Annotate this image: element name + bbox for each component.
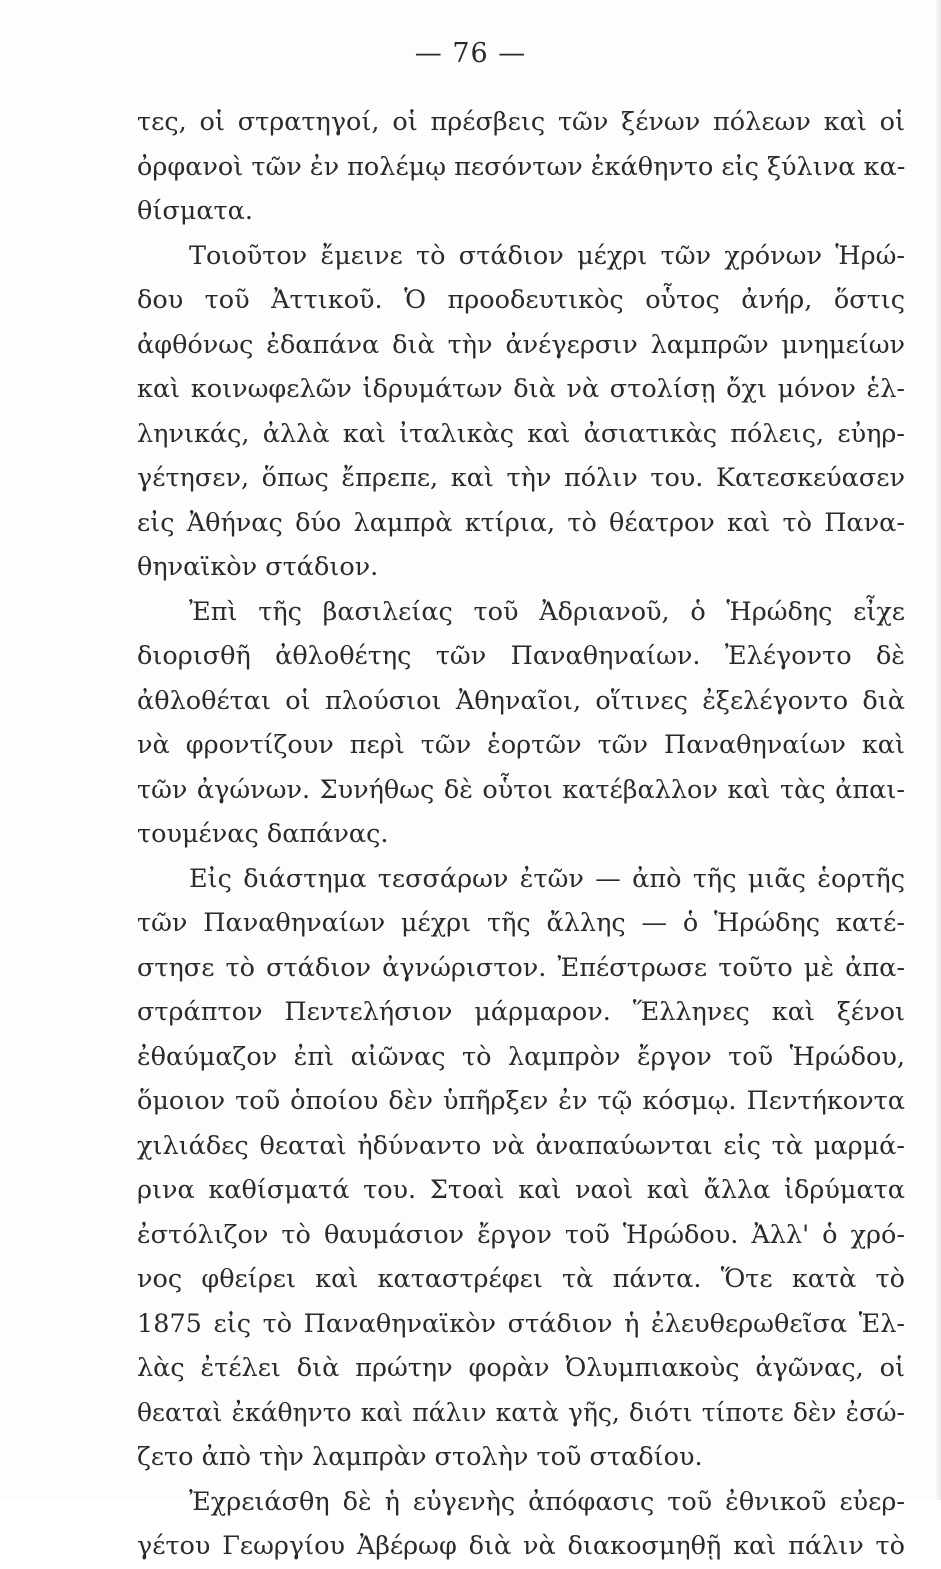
text-line: νος φθείρει καὶ καταστρέφει τὰ πάντα. Ὅτε κατὰ τὸ (137, 1264, 905, 1294)
text-line: ἀθλοθέται οἱ πλούσιοι Ἀθηναῖοι, οἵτινες ἐξελέγοντο διὰ (137, 685, 905, 716)
body-text (137, 100, 905, 1569)
text-line: λὰς ἐτέλει διὰ πρώτην φορὰν Ὀλυμπιακοὺς ἀγῶνας, οἱ (137, 1353, 905, 1383)
text-line: τῶν ἀγώνων. Συνήθως δὲ οὗτοι κατέβαλλον καὶ τὰς ἀπαι- (137, 774, 905, 805)
text-line: διορισθῆ ἀθλοθέτης τῶν Παναθηναίων. Ἐλέγοντο δὲ (137, 641, 905, 671)
text-line: ἐστόλιζον τὸ θαυμάσιον ἔργον τοῦ Ἡρώδου. Ἀλλ' ὁ χρό- (137, 1219, 905, 1250)
text-line: θηναϊκὸν στάδιον. (137, 552, 379, 582)
text-line: δου τοῦ Ἀττικοῦ. Ὁ προοδευτικὸς οὗτος ἀνήρ, ὅστις (137, 285, 905, 315)
text-line: Ἐχρειάσθη δὲ ἡ εὐγενὴς ἀπόφασις τοῦ ἐθνικοῦ εὐερ- (189, 1486, 905, 1517)
text-line: Τοιοῦτον ἔμεινε τὸ στάδιον μέχρι τῶν χρόνων Ἡρώ- (189, 240, 905, 271)
text-line: γέτου Γεωργίου Ἀβέρωφ διὰ νὰ διακοσμηθῇ καὶ πάλιν τὸ (137, 1531, 905, 1561)
text-line: στράπτον Πεντελήσιον μάρμαρον. Ἕλληνες καὶ ξένοι (137, 997, 905, 1027)
text-line: θεαταὶ ἐκάθηντο καὶ πάλιν κατὰ γῆς, διότι τίποτε δὲν ἐσώ- (137, 1397, 905, 1427)
text-line: ἐθαύμαζον ἐπὶ αἰῶνας τὸ λαμπρὸν ἔργον τοῦ Ἡρώδου, (137, 1041, 905, 1072)
text-line: στησε τὸ στάδιον ἀγνώριστον. Ἐπέστρωσε τοῦτο μὲ ἀπα- (137, 952, 905, 983)
text-line: ρινα καθίσματά του. Στοαὶ καὶ ναοὶ καὶ ἄλλα ἱδρύματα (137, 1175, 905, 1205)
text-line: 1875 εἰς τὸ Παναθηναϊκὸν στάδιον ἡ ἐλευθερωθεῖσα Ἑλ- (137, 1308, 905, 1339)
text-line: νὰ φροντίζουν περὶ τῶν ἑορτῶν τῶν Παναθηναίων καὶ (137, 730, 905, 760)
page-edge-shadow (935, 0, 941, 1500)
text-line: εἰς Ἀθήνας δύο λαμπρὰ κτίρια, τὸ θέατρον καὶ τὸ Πανα- (137, 507, 905, 538)
text-line: ὅμοιον τοῦ ὁποίου δὲν ὑπῆρξεν ἐν τῷ κόσμῳ. Πεντήκοντα (137, 1086, 905, 1116)
text-line: τες, οἱ στρατηγοί, οἱ πρέσβεις τῶν ξένων πόλεων καὶ οἱ (137, 107, 905, 137)
text-line: ἀφθόνως ἐδαπάνα διὰ τὴν ἀνέγερσιν λαμπρῶν μνημείων (137, 329, 905, 360)
text-line: ὀρφανοὶ τῶν ἐν πολέμῳ πεσόντων ἐκάθηντο εἰς ξύλινα κα- (137, 151, 906, 182)
text-line: ληνικάς, ἀλλὰ καὶ ἰταλικὰς καὶ ἀσιατικὰς πόλεις, εὐηρ- (137, 418, 905, 449)
text-line: Εἰς διάστημα τεσσάρων ἐτῶν — ἀπὸ τῆς μιᾶς ἑορτῆς (189, 863, 905, 894)
text-line: τουμένας δαπάνας. (137, 819, 389, 849)
text-line: καὶ κοινωφελῶν ἱδρυμάτων διὰ νὰ στολίσῃ ὄχι μόνον ἑλ- (137, 374, 905, 404)
text-line: ζετο ἀπὸ τὴν λαμπρὰν στολὴν τοῦ σταδίου. (137, 1442, 703, 1472)
page-number: — 76 — (414, 38, 527, 69)
text-line: χιλιάδες θεαταὶ ἠδύναντο νὰ ἀναπαύωνται εἰς τὰ μαρμά- (137, 1130, 905, 1161)
text-line: γέτησεν, ὅπως ἔπρεπε, καὶ τὴν πόλιν του. Κατεσκεύασεν (137, 463, 905, 493)
text-line: θίσματα. (137, 196, 253, 226)
text-line: τῶν Παναθηναίων μέχρι τῆς ἄλλης — ὁ Ἡρώδης κατέ- (137, 908, 905, 938)
text-line: Ἐπὶ τῆς βασιλείας τοῦ Ἀδριανοῦ, ὁ Ἡρώδης εἶχε (189, 596, 905, 627)
